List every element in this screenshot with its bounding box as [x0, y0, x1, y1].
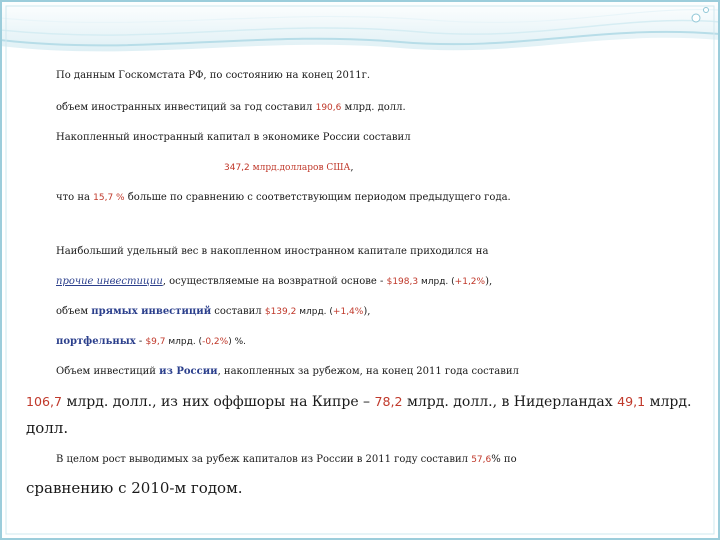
p4-line2	[26, 478, 702, 498]
term-from-russia: из России	[159, 366, 218, 377]
p1-line3	[56, 128, 720, 148]
value-15-7: 15,7 %	[93, 193, 125, 203]
p3-line3	[26, 418, 702, 438]
text: что на	[56, 192, 94, 203]
text: объем	[56, 306, 92, 317]
value-plus-1-2: +1,2%	[454, 277, 486, 287]
p2-line1	[56, 242, 720, 262]
text: долл.	[26, 419, 69, 437]
term-other-investments: прочие инвестиции	[56, 276, 163, 287]
value-78-2: 78,2	[374, 394, 403, 409]
p3-line2	[26, 392, 702, 412]
text: ,	[350, 162, 354, 173]
value-139-2: $139,2	[264, 307, 297, 317]
text: больше по сравнению с соответствующим периодом предыдущего года.	[124, 192, 511, 203]
text: млрд. долл., в Нидерландах	[402, 394, 618, 410]
value-49-1: 49,1	[617, 394, 646, 409]
text: млрд. долл.	[341, 102, 406, 113]
text: ) %.	[228, 337, 246, 347]
value-190-6: 190,6	[315, 103, 342, 113]
term-portfolio: портфельных	[56, 336, 136, 347]
text: объем иностранных инвестиций за год составил	[56, 102, 316, 113]
term-direct-investments: прямых инвестиций	[91, 306, 212, 317]
value-57-6: 57,6	[471, 455, 492, 465]
value-minus-0-2: -0,2%	[202, 337, 229, 347]
text: По данным Госкомстата РФ, по состоянию на конец 2011г.	[56, 70, 371, 81]
text: млрд.	[645, 394, 692, 410]
p2-line3	[56, 302, 720, 322]
text: -	[135, 336, 146, 347]
text: ),	[485, 276, 493, 287]
text: млрд. (	[296, 307, 333, 317]
text: , накопленных за рубежом, на конец 2011 года составил	[217, 366, 519, 377]
p1-line4	[224, 158, 720, 178]
p1-line1	[56, 66, 720, 86]
value-9-7: $9,7	[145, 337, 166, 347]
text: Объем инвестиций	[56, 366, 160, 377]
p2-line2	[56, 272, 720, 292]
text-page	[26, 52, 702, 512]
text: % по	[491, 454, 517, 465]
p1-line2	[56, 98, 720, 118]
text: млрд. (	[165, 337, 203, 347]
value-106-7: 106,7	[26, 394, 63, 409]
text: Наибольший удельный вес в накопленном иностранном капитале приходился на	[56, 246, 489, 257]
value-plus-1-4: +1,4%	[332, 307, 364, 317]
p2-line4	[56, 332, 720, 352]
text: , осуществляемые на возвратной основе -	[162, 276, 387, 287]
text: млрд. долл., из них оффшоры на Кипре –	[62, 394, 375, 410]
p1-line5	[56, 188, 720, 208]
p4-line1	[56, 450, 720, 470]
text: Накопленный иностранный капитал в экономике России составил	[56, 132, 411, 143]
text: В целом рост выводимых за рубеж капиталов из России в 2011 году составил	[56, 454, 472, 465]
unit-text: млрд.долларов США	[249, 163, 351, 173]
text: млрд. (	[418, 277, 455, 287]
text: сравнению с 2010-м годом.	[26, 479, 243, 497]
p3-line1	[56, 362, 720, 382]
value-198-3: $198,3	[386, 277, 419, 287]
value-347-2: 347,2	[224, 163, 250, 173]
text: составил	[211, 306, 265, 317]
text: ),	[363, 306, 371, 317]
